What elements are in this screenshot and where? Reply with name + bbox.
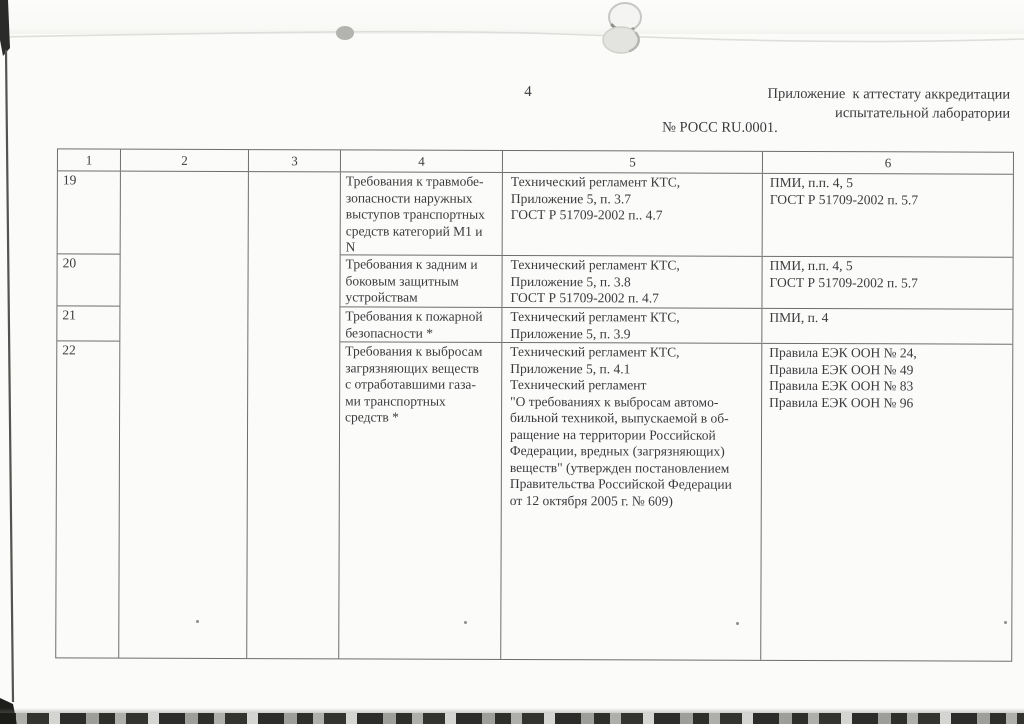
appendix-line-1: Приложение к аттестату аккредитации bbox=[767, 85, 1011, 103]
column-header-5: 5 bbox=[503, 151, 763, 173]
cell-regulation-21: Технический регламент КТС, Приложение 5, п. 3.9 bbox=[502, 308, 762, 343]
cell-method-19: ПМИ, п.п. 4, 5 ГОСТ Р 51709-2002 п. 5.7 bbox=[769, 174, 919, 207]
table-body bbox=[56, 171, 1013, 660]
row-number-21: 21 bbox=[57, 306, 119, 341]
cell-regulation-22: Технический регламент КТС, Приложение 5, п. 4.1 Технический регламент "О требованиях к выбросам автомо- бильной техникой, выпускаемой в об- ращение на территории Российской Федерации, вредных (загрязняющих) веществ" (утвержден постановлением Правительства Российской Федерации от 12 октября 2005 г. № 609) bbox=[501, 343, 762, 660]
cell-requirement-19: Требования к травмобе- зопасности наружных выступов транспортных средств категорий М1 и N bbox=[341, 172, 503, 255]
column-3-empty bbox=[247, 172, 341, 658]
table-row-20 bbox=[340, 255, 1012, 309]
cell-requirement-20: Требования к задним и боковым защитным устройствам bbox=[340, 255, 502, 307]
column-header-3: 3 bbox=[249, 150, 341, 171]
cell-method-21: ПМИ, п. 4 bbox=[769, 309, 829, 326]
scanner-edge-band bbox=[0, 713, 1024, 724]
row-number-20: 20 bbox=[57, 254, 119, 306]
cell-requirement-22: Требования к выбросам загрязняющих веществ с отработавшими газа- ми транспортных средств * bbox=[339, 342, 502, 659]
appendix-line-2: испытательной лаборатории bbox=[835, 105, 1011, 122]
table-row-21 bbox=[340, 307, 1012, 344]
cell-regulation-20: Технический регламент КТС, Приложение 5, п. 3.8 ГОСТ Р 51709-2002 п. 4.7 bbox=[502, 256, 762, 308]
column-header-4: 4 bbox=[341, 150, 503, 172]
accreditation-number: № РОСС RU.0001. bbox=[662, 119, 778, 136]
cell-method-22: Правила ЕЭК ООН № 24, Правила ЕЭК ООН № 49 Правила ЕЭК ООН № 83 Правила ЕЭК ООН № 96 bbox=[769, 344, 917, 410]
column-header-6: 6 bbox=[884, 154, 892, 170]
table-rows-area bbox=[339, 172, 1013, 660]
column-2-empty bbox=[119, 172, 249, 658]
cell-requirement-21: Требования к пожарной безопасности * bbox=[340, 307, 502, 342]
cell-method-20: ПМИ, п.п. 4, 5 ГОСТ Р 51709-2002 п. 5.7 bbox=[769, 257, 918, 290]
row-number-19: 19 bbox=[58, 171, 120, 254]
table-row-19 bbox=[341, 172, 1013, 257]
row-number-column bbox=[56, 171, 121, 657]
column-header-2: 2 bbox=[121, 150, 249, 171]
table-row-22 bbox=[339, 342, 1012, 660]
page-number: 4 bbox=[524, 84, 532, 101]
row-number-filler bbox=[56, 381, 119, 657]
cell-regulation-19: Технический регламент КТС, Приложение 5, п. 3.7 ГОСТ Р 51709-2002 п.. 4.7 bbox=[503, 173, 763, 256]
column-header-1: 1 bbox=[58, 149, 121, 170]
appendix-header bbox=[690, 85, 1010, 124]
row-number-22: 22 bbox=[62, 342, 76, 358]
requirements-table bbox=[55, 148, 1014, 661]
